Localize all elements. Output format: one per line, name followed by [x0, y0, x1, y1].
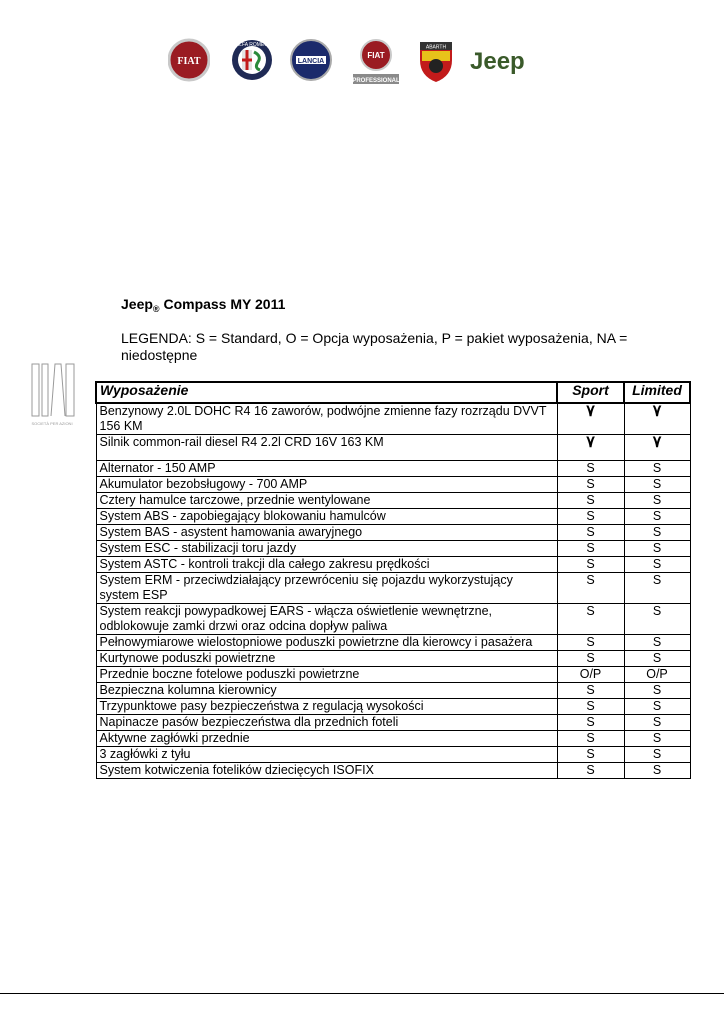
limited-cell: S — [624, 557, 690, 573]
table-row — [96, 747, 690, 763]
limited-cell: S — [624, 715, 690, 731]
limited-cell: O/P — [624, 667, 690, 683]
svg-text:PROFESSIONAL: PROFESSIONAL — [352, 78, 400, 84]
limited-cell: S — [624, 651, 690, 667]
header-sport: Sport — [557, 382, 624, 403]
feature-cell: System ASTC - kontroli trakcji dla całego zakresu prędkości — [96, 557, 557, 573]
limited-cell: S — [624, 477, 690, 493]
svg-text:LANCIA: LANCIA — [297, 58, 325, 65]
svg-text:ABARTH: ABARTH — [425, 44, 447, 51]
table-row — [96, 667, 690, 683]
sport-cell: S — [557, 541, 624, 557]
sport-cell: S — [557, 651, 624, 667]
sport-cell: S — [557, 493, 624, 509]
limited-cell: S — [624, 509, 690, 525]
limited-cell: S — [624, 461, 690, 477]
table-row — [96, 557, 690, 573]
sport-cell: S — [557, 477, 624, 493]
feature-cell: System kotwiczenia fotelików dziecięcych ISOFIX — [96, 763, 557, 779]
alfa-romeo-logo — [230, 38, 274, 82]
sport-cell: S — [557, 573, 624, 604]
feature-cell: Silnik common-rail diesel R4 2.2l CRD 16V 163 KM — [96, 435, 557, 461]
limited-cell: ٧ — [624, 403, 690, 435]
feature-cell: System BAS - asystent hamowania awaryjnego — [96, 525, 557, 541]
svg-text:ALFA ROMEO: ALFA ROMEO — [235, 42, 269, 48]
table-row — [96, 403, 690, 435]
sport-cell: S — [557, 557, 624, 573]
fiat-professional-logo — [352, 38, 400, 86]
limited-cell: S — [624, 604, 690, 635]
sport-cell: S — [557, 699, 624, 715]
table-row — [96, 683, 690, 699]
feature-cell: System reakcji powypadkowej EARS - włącza oświetlenie wewnętrzne, odblokowuje zamki drzwi oraz odcina dopływ paliwa — [96, 604, 557, 635]
table-row — [96, 731, 690, 747]
limited-cell: S — [624, 699, 690, 715]
limited-cell: S — [624, 763, 690, 779]
table-row — [96, 541, 690, 557]
fiat-logo — [168, 38, 210, 82]
table-row — [96, 651, 690, 667]
jeep-logo — [466, 38, 532, 78]
sport-cell: ٧ — [557, 403, 624, 435]
feature-cell: Trzypunktowe pasy bezpieczeństwa z regulacją wysokości — [96, 699, 557, 715]
legend-text: LEGENDA: S = Standard, O = Opcja wyposażenia, P = pakiet wyposażenia, NA = niedostępne — [121, 330, 628, 363]
table-row — [96, 525, 690, 541]
table-row — [96, 477, 690, 493]
limited-cell: S — [624, 541, 690, 557]
table-row — [96, 435, 690, 461]
limited-cell: S — [624, 635, 690, 651]
limited-cell: S — [624, 493, 690, 509]
table-row — [96, 763, 690, 779]
footer-divider — [0, 993, 724, 994]
sport-cell: S — [557, 683, 624, 699]
header-limited: Limited — [624, 382, 690, 403]
table-header-row — [96, 382, 690, 403]
sport-cell: S — [557, 509, 624, 525]
sport-cell: S — [557, 525, 624, 541]
equipment-table — [95, 381, 691, 779]
abarth-logo — [418, 38, 454, 84]
sport-cell: S — [557, 731, 624, 747]
sport-cell: S — [557, 763, 624, 779]
feature-cell: Benzynowy 2.0L DOHC R4 16 zaworów, podwójne zmienne fazy rozrządu DVVT 156 KM — [96, 403, 557, 435]
feature-cell: Aktywne zagłówki przednie — [96, 731, 557, 747]
table-row — [96, 699, 690, 715]
feature-cell: Kurtynowe poduszki powietrzne — [96, 651, 557, 667]
page-title: Jeep$_®$ Compass MY 2011 — [121, 296, 286, 314]
feature-cell: 3 zagłówki z tyłu — [96, 747, 557, 763]
sport-cell: S — [557, 715, 624, 731]
sport-cell: S — [557, 635, 624, 651]
limited-cell: S — [624, 747, 690, 763]
sport-cell: S — [557, 461, 624, 477]
sport-cell: ٧ — [557, 435, 624, 461]
feature-cell: System ERM - przeciwdziałający przewróceniu się pojazdu wykorzystujący system ESP — [96, 573, 557, 604]
table-row — [96, 715, 690, 731]
feature-cell: System ESC - stabilizacji toru jazdy — [96, 541, 557, 557]
table-row — [96, 461, 690, 477]
svg-text:FIAT: FIAT — [367, 51, 385, 60]
feature-cell: Pełnowymiarowe wielostopniowe poduszki powietrzne dla kierowcy i pasażera — [96, 635, 557, 651]
svg-text:FIAT: FIAT — [177, 56, 201, 67]
feature-cell: Alternator - 150 AMP — [96, 461, 557, 477]
limited-cell: S — [624, 573, 690, 604]
feature-cell: Bezpieczna kolumna kierownicy — [96, 683, 557, 699]
sport-cell: S — [557, 747, 624, 763]
sport-cell: S — [557, 604, 624, 635]
svg-text:SOCIETÀ PER AZIONI: SOCIETÀ PER AZIONI — [31, 421, 73, 426]
limited-cell: S — [624, 525, 690, 541]
feature-cell: System ABS - zapobiegający blokowaniu hamulców — [96, 509, 557, 525]
table-row — [96, 635, 690, 651]
sport-cell: O/P — [557, 667, 624, 683]
lancia-logo — [290, 38, 332, 82]
feature-cell: Przednie boczne fotelowe poduszki powietrzne — [96, 667, 557, 683]
limited-cell: ٧ — [624, 435, 690, 461]
table-row — [96, 509, 690, 525]
table-row — [96, 604, 690, 635]
fiat-side-watermark — [28, 358, 76, 430]
limited-cell: S — [624, 683, 690, 699]
feature-cell: Akumulator bezobsługowy - 700 AMP — [96, 477, 557, 493]
table-row — [96, 493, 690, 509]
brand-logos — [160, 38, 540, 88]
table-row — [96, 573, 690, 604]
feature-cell: Napinacze pasów bezpieczeństwa dla przednich foteli — [96, 715, 557, 731]
header-feature: Wyposażenie — [96, 382, 557, 403]
svg-text:Jeep: Jeep — [470, 48, 525, 75]
feature-cell: Cztery hamulce tarczowe, przednie wentylowane — [96, 493, 557, 509]
limited-cell: S — [624, 731, 690, 747]
